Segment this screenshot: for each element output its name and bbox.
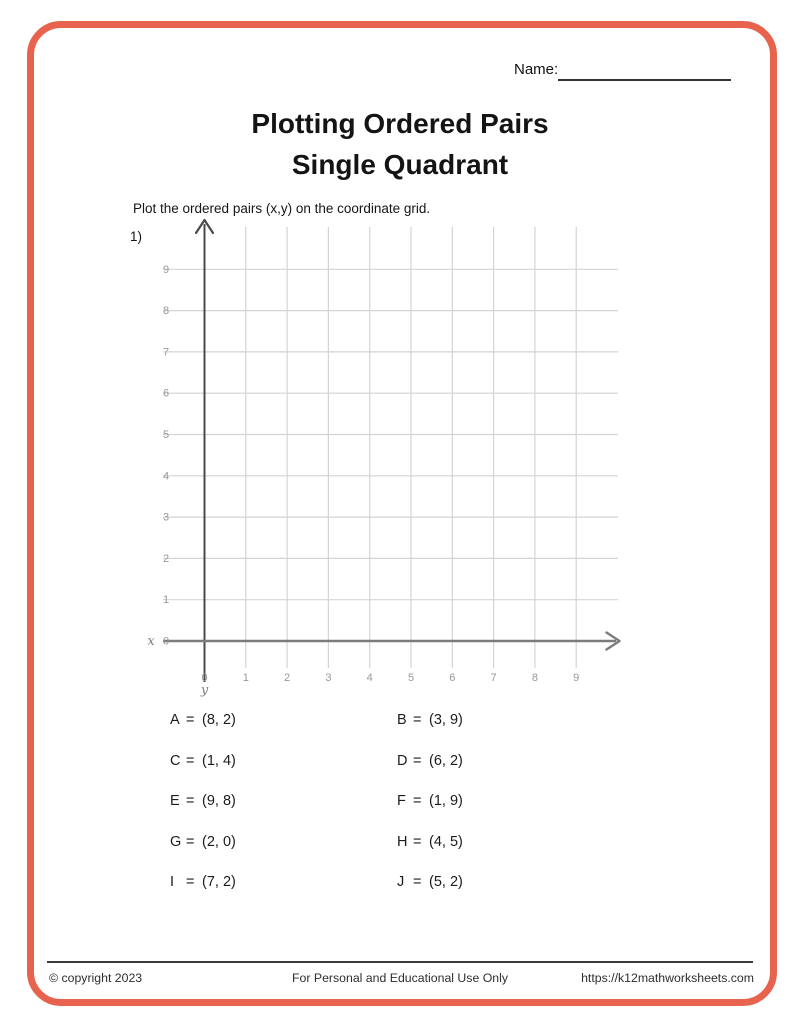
pair-letter: D: [397, 752, 408, 769]
y-tick-label: 1: [162, 594, 170, 607]
ordered-pair-item: [170, 793, 236, 809]
ordered-pair-item: [397, 712, 463, 728]
y-tick-label: 9: [162, 263, 170, 276]
ordered-pair-item: [170, 712, 236, 728]
pair-letter: F: [397, 793, 406, 810]
pair-equals: =: [413, 793, 422, 810]
problem-number: 1): [130, 229, 143, 244]
pair-equals: =: [186, 833, 195, 850]
pair-value: (1, 9): [429, 793, 463, 810]
pair-value: (5, 2): [429, 874, 463, 891]
pair-value: (1, 4): [202, 752, 236, 769]
footer-usage: For Personal and Educational Use Only: [292, 971, 508, 985]
pair-letter: B: [397, 712, 407, 728]
ordered-pair-item: [170, 753, 236, 769]
pair-equals: =: [186, 752, 195, 769]
ordered-pair-item: [397, 753, 463, 769]
pair-value: (3, 9): [429, 712, 463, 728]
pair-letter: G: [170, 833, 182, 850]
y-tick-label: 8: [162, 305, 170, 318]
x-tick-label: 3: [325, 672, 332, 684]
x-tick-label: 4: [366, 672, 373, 684]
x-tick-label: 1: [242, 672, 249, 684]
pair-letter: J: [397, 874, 405, 891]
x-tick-label: 0: [201, 672, 208, 684]
x-tick-label: 7: [490, 672, 497, 684]
pair-letter: E: [170, 793, 180, 810]
y-tick-label: 6: [162, 387, 170, 400]
pair-value: (8, 2): [202, 712, 236, 728]
y-tick-label: 4: [162, 470, 170, 483]
instruction-text: Plot the ordered pairs (x,y) on the coordinate grid.: [133, 201, 431, 216]
title-line-1: Plotting Ordered Pairs: [251, 108, 549, 139]
ordered-pair-item: [170, 874, 236, 890]
pair-equals: =: [413, 712, 422, 728]
title-line-2: Single Quadrant: [291, 149, 509, 180]
x-tick-label: 2: [284, 672, 291, 684]
name-label: Name:: [514, 61, 559, 78]
y-tick-label: 3: [162, 511, 170, 524]
ordered-pair-item: [397, 874, 463, 890]
y-tick-label: 0: [162, 635, 170, 648]
pair-value: (9, 8): [202, 793, 236, 810]
pair-value: (4, 5): [429, 833, 463, 850]
pair-equals: =: [186, 793, 195, 810]
ordered-pair-item: [397, 793, 463, 809]
x-tick-label: 8: [531, 672, 538, 684]
ordered-pair-item: [170, 834, 236, 850]
pair-equals: =: [186, 712, 195, 728]
footer-divider: [47, 961, 753, 963]
pair-value: (6, 2): [429, 752, 463, 769]
footer-copyright: © copyright 2023: [49, 971, 143, 985]
pair-equals: =: [413, 874, 422, 891]
pair-equals: =: [413, 833, 422, 850]
pair-value: (7, 2): [202, 874, 236, 891]
pair-equals: =: [186, 874, 195, 891]
pair-value: (2, 0): [202, 833, 236, 850]
pair-letter: I: [170, 874, 175, 891]
pair-letter: H: [397, 833, 408, 850]
y-tick-label: 7: [162, 346, 170, 359]
ordered-pair-item: [397, 834, 463, 850]
footer-url: https://k12mathworksheets.com: [581, 971, 754, 985]
pair-equals: =: [413, 752, 422, 769]
x-tick-label: 9: [573, 672, 580, 684]
x-tick-label: 6: [449, 672, 456, 684]
y-tick-label: 2: [162, 552, 170, 565]
pair-letter: C: [170, 752, 181, 769]
y-tick-label: 5: [162, 429, 170, 441]
x-tick-label: 5: [407, 672, 415, 684]
x-axis-letter: x: [147, 634, 155, 649]
pair-letter: A: [170, 712, 180, 728]
y-axis-letter: y: [200, 683, 209, 698]
